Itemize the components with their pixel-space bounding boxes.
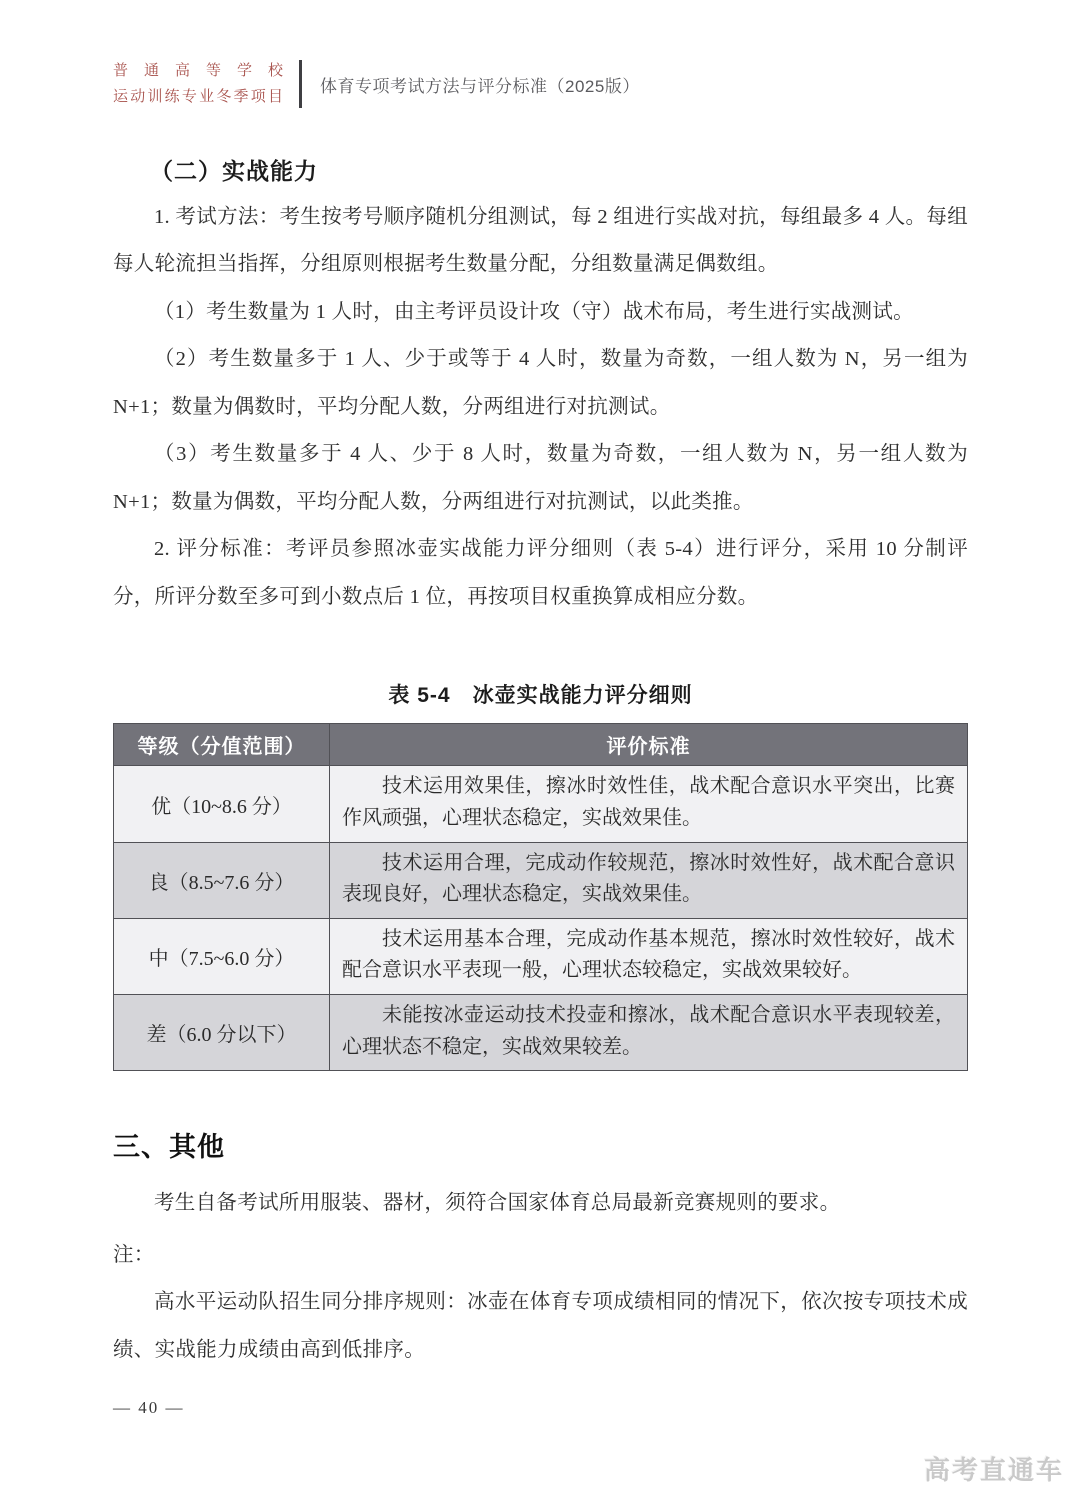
section-combat-heading: （二）实战能力 <box>150 157 318 184</box>
running-head-org <box>113 58 283 111</box>
grade-cell: 良（8.5~7.6 分） <box>114 842 330 918</box>
paragraph-case-1: （1）考生数量为 1 人时，由主考评员设计攻（守）战术布局，考生进行实战测试。 <box>154 300 914 323</box>
table-row <box>114 918 968 994</box>
scoring-table <box>113 723 968 1071</box>
org-line-2: 运动训练专业冬季项目 <box>113 88 283 106</box>
table-title: 表 5-4 冰壶实战能力评分细则 <box>388 684 693 708</box>
paragraph-exam-method: 1. 考试方法：考生按考号顺序随机分组测试，每 2 组进行实战对抗，每组最多 4 人。每组每人轮流担当指挥，分组原则根据考生数量分配，分组数量满足偶数组。 <box>113 205 968 276</box>
org-line-1: 普通高等学校 <box>113 62 283 79</box>
column-header-criteria: 评价标准 <box>330 724 968 766</box>
table-row <box>114 842 968 918</box>
paragraph-tiebreak-rule: 高水平运动队招生同分排序规则：冰壶在体育专项成绩相同的情况下，依次按专项技术成绩、实战能力成绩由高到低排序。 <box>113 1291 968 1361</box>
paragraph-case-3: （3）考生数量多于 4 人、少于 8 人时，数量为奇数，一组人数为 N，另一组人数为 N+1；数量为偶数，平均分配人数，分两组进行对抗测试，以此类推。 <box>113 443 968 513</box>
table-row <box>114 994 968 1070</box>
criteria-cell: 未能按冰壶运动技术投壶和擦冰，战术配合意识水平表现较差，心理状态不稳定，实战效果较差。 <box>330 994 968 1070</box>
paragraph-case-2: （2）考生数量多于 1 人、少于或等于 4 人时，数量为奇数，一组人数为 N，另一组为 N+1；数量为偶数时，平均分配人数，分两组进行对抗测试。 <box>113 348 968 418</box>
running-head <box>113 58 968 111</box>
paragraph-equipment: 考生自备考试所用服装、器材，须符合国家体育总局最新竞赛规则的要求。 <box>154 1192 841 1215</box>
column-header-grade: 等级（分值范围） <box>114 724 330 766</box>
document-title: 体育专项考试方法与评分标准（2025版） <box>320 76 640 96</box>
criteria-cell: 技术运用基本合理，完成动作基本规范，擦冰时效性较好，战术配合意识水平表现一般，心理状态较稳定，实战效果较好。 <box>330 918 968 994</box>
grade-cell: 优（10~8.6 分） <box>114 766 330 842</box>
section-other-heading: 三、其他 <box>113 1132 225 1163</box>
paragraph-scoring-standard: 2. 评分标准：考评员参照冰壶实战能力评分细则（表 5-4）进行评分，采用 10 分制评分，所评分数至多可到小数点后 1 位，再按项目权重换算成相应分数。 <box>113 538 968 608</box>
table-header-row <box>114 724 968 766</box>
header-divider <box>299 60 302 108</box>
table-row <box>114 766 968 842</box>
criteria-cell: 技术运用效果佳，擦冰时效性佳，战术配合意识水平突出，比赛作风顽强，心理状态稳定，实战效果佳。 <box>330 766 968 842</box>
note-label: 注： <box>113 1243 155 1266</box>
grade-cell: 中（7.5~6.0 分） <box>114 918 330 994</box>
grade-cell: 差（6.0 分以下） <box>114 994 330 1070</box>
watermark: 高考直通车 <box>923 1455 1064 1485</box>
criteria-cell: 技术运用合理，完成动作较规范，擦冰时效性好，战术配合意识表现良好，心理状态稳定，实战效果佳。 <box>330 842 968 918</box>
page-number: — 40 — <box>113 1398 185 1417</box>
